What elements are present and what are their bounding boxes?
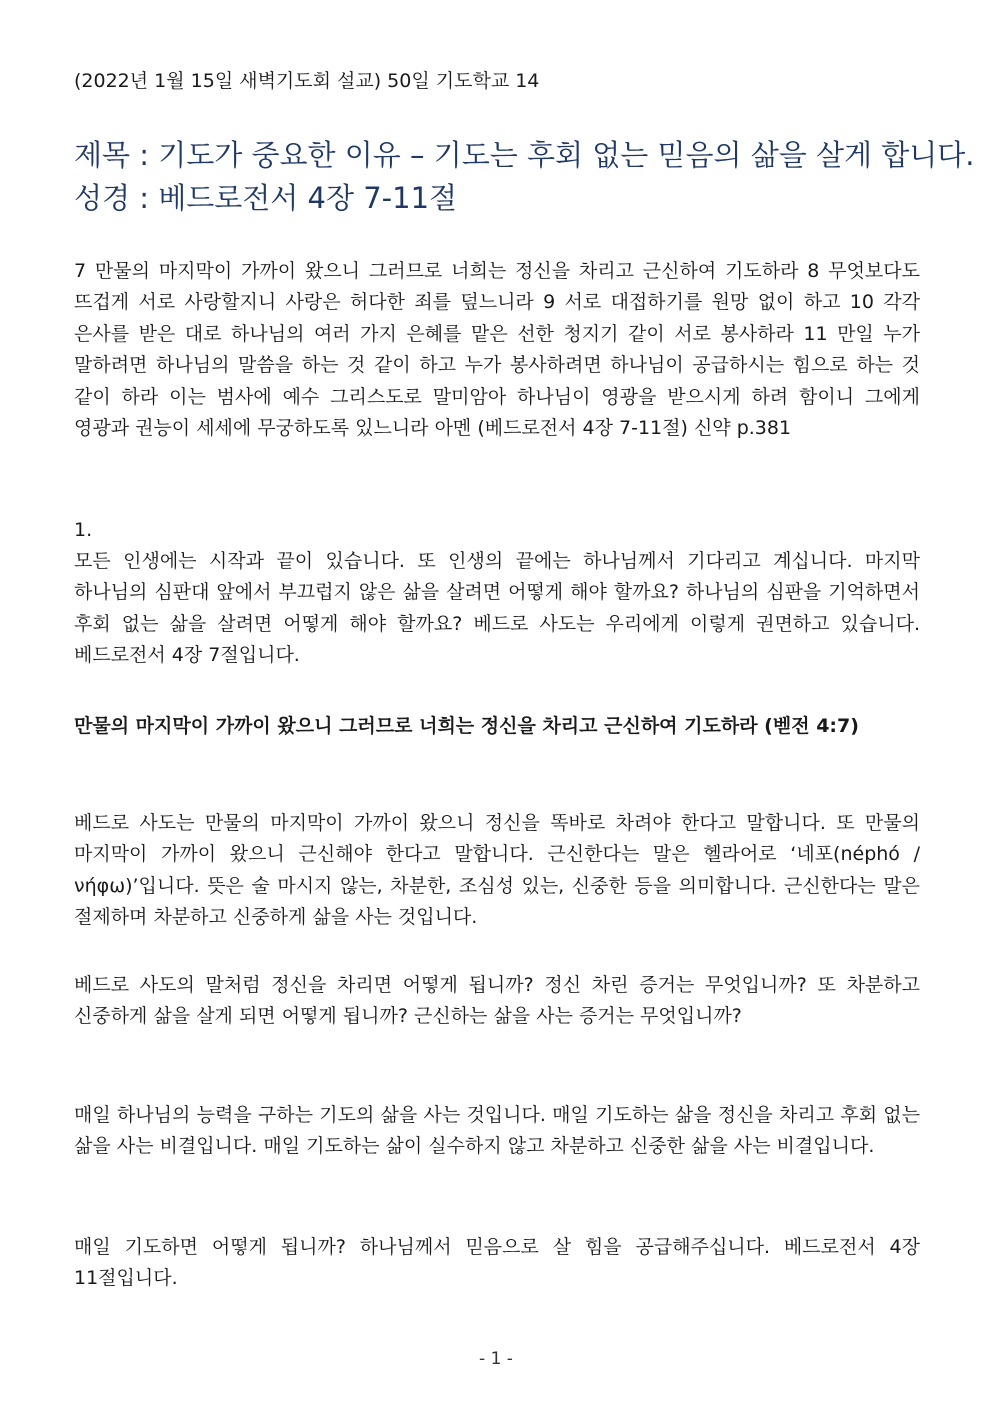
scripture-text: 7 만물의 마지막이 가까이 왔으니 그러므로 너희는 정신을 차리고 근신하여 기도하라 8 무엇보다도 뜨겁게 서로 사랑할지니 사랑은 허다한 죄를 덮느니라 9 서로 대접하기를 원망 없이 하고 10 각각 은사를 받은 대로 하나님의 여러 가지 은혜를 맡은 선한 청지기 같이 서로 봉사하라 11 만일 누가 말하려면 하나님의 말씀을 하는 것 같이 하고 누가 봉사하려면 하나님이 공급하시는 힘으로 하는 것 같이 하라 이는 범사에 예수 그리스도로 말미암아 하나님이 영광을 받으시게 하려 함이니 그에게 영광과 권능이 세세에 무궁하도록 있느니라 아멘 (베드로전서 4장 7-11절) 신약 p.381 — [74, 260, 920, 440]
page-number: - 1 - — [479, 1349, 513, 1369]
paragraph-4: 매일 하나님의 능력을 구하는 기도의 삶을 사는 것입니다. 매일 기도하는 삶을 정신을 차리고 후회 없는 삶을 사는 비결입니다. 매일 기도하는 삶이 실수하지 않고 차분하고 신중한 삶을 사는 비결입니다. — [74, 1104, 920, 1158]
key-verse-quote: 만물의 마지막이 가까이 왔으니 그러므로 너희는 정신을 차리고 근신하여 기도하라 (벧전 4:7) — [74, 715, 859, 737]
paragraph-3: 베드로 사도의 말처럼 정신을 차리면 어떻게 됩니까? 정신 차린 증거는 무엇입니까? 또 차분하고 신중하게 삶을 살게 되면 어떻게 됩니까? 근신하는 삶을 사는 증거는 무엇입니까? — [74, 974, 920, 1028]
sermon-title: 제목 : 기도가 중요한 이유 – 기도는 후회 없는 믿음의 삶을 살게 합니다. — [74, 138, 975, 172]
paragraph-2: 베드로 사도는 만물의 마지막이 가까이 왔으니 정신을 똑바로 차려야 한다고 말합니다. 또 만물의 마지막이 가까이 왔으니 근신해야 한다고 말합니다. 근신한다는 말은 헬라어로 ‘네포(néphó / νήφω)’입니다. 뜻은 술 마시지 않는, 차분한, 조심성 있는, 신중한 등을 의미합니다. 근신한다는 말은 절제하며 차분하고 신중하게 삶을 사는 것입니다. — [74, 812, 920, 929]
scripture-reference: 성경 : 베드로전서 4장 7-11절 — [74, 181, 458, 215]
section-number: 1. — [74, 519, 93, 541]
paragraph-1: 모든 인생에는 시작과 끝이 있습니다. 또 인생의 끝에는 하나님께서 기다리고 계십니다. 마지막 하나님의 심판대 앞에서 부끄럽지 않은 삶을 살려면 어떻게 해야 할까요? 하나님의 심판을 기억하면서 후회 없는 삶을 살려면 어떻게 해야 할까요? 베드로 사도는 우리에게 이렇게 권면하고 있습니다. 베드로전서 4장 7절입니다. — [74, 550, 920, 667]
sermon-meta-line: (2022년 1월 15일 새벽기도회 설교) 50일 기도학교 14 — [74, 70, 540, 92]
paragraph-5: 매일 기도하면 어떻게 됩니까? 하나님께서 믿음으로 살 힘을 공급해주십니다. 베드로전서 4장 11절입니다. — [74, 1236, 920, 1290]
